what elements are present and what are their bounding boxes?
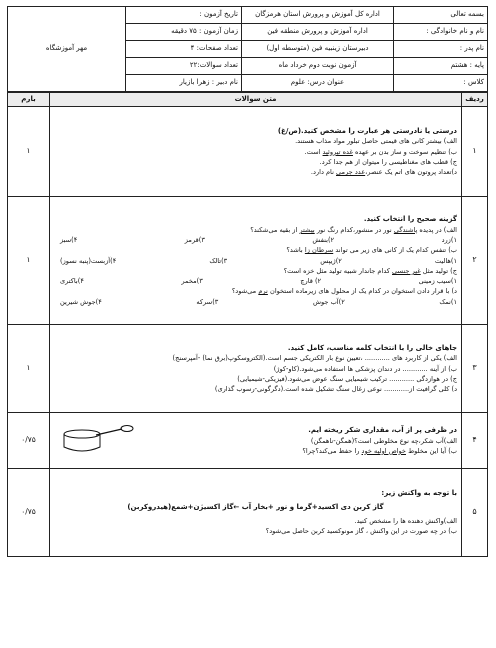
question-score: ۱ xyxy=(8,107,50,197)
question-5 xyxy=(8,469,488,557)
question-title: جاهای خالی را با انتخاب کلمه مناسب، کامل کنید. xyxy=(287,343,457,352)
sugar-bowl-illustration xyxy=(60,425,140,455)
class-label: کلاس : xyxy=(394,75,488,92)
blank-b: ب) از آینه ............ در دندان پزشکی ها استفاده می‌شود.(کاو-کوژ) xyxy=(273,364,457,373)
bowl-spoon-icon xyxy=(60,425,140,455)
options-c xyxy=(54,276,457,286)
school-stamp: مهر آموزشگاه xyxy=(8,7,126,92)
col-row-header: ردیف xyxy=(462,93,488,107)
option[interactable]: ۳)قرمز xyxy=(184,236,205,245)
question-number: ۲ xyxy=(462,197,488,325)
exam-sheet xyxy=(8,6,488,557)
question-body xyxy=(50,197,462,325)
question-number: ۵ xyxy=(462,469,488,557)
question-title: گزینه صحیح را انتخاب کنید. xyxy=(363,215,457,224)
option[interactable]: ۱)زرد xyxy=(441,236,457,245)
question-number: ۴ xyxy=(462,413,488,469)
option[interactable]: ۱)نمک xyxy=(439,297,457,306)
exam-date-label: تاریخ آزمون : xyxy=(126,7,242,24)
options-a xyxy=(54,235,457,245)
option[interactable]: ۴)آزبست(پنبه نسوز) xyxy=(60,256,117,265)
student-name-label: نام و نام خانوادگی : xyxy=(394,24,488,41)
father-name-label: نام پدر : xyxy=(394,41,488,58)
exam-header-table xyxy=(7,6,488,92)
options-b xyxy=(54,256,457,266)
option[interactable]: ۴)باکتری xyxy=(60,277,84,286)
course-title: عنوان درس: علوم xyxy=(242,75,394,92)
option[interactable]: ۱)سیب زمینی xyxy=(418,277,457,286)
item-b: ب) تنفس کدام یک از کانی های زیر می تواند سرطان زا باشد؟ xyxy=(286,246,457,255)
question-score: ۱ xyxy=(8,325,50,413)
options-d xyxy=(54,297,457,307)
question-score: ۰/۷۵ xyxy=(8,413,50,469)
statement-b: ب) تنظیم سوخت و ساز بدن بر عهده غده تیروئید است. xyxy=(304,147,457,156)
option[interactable]: ۱)هالیت xyxy=(434,256,457,265)
question-title: در ظرفی پر از آب، مقداری شکر ریخته ایم. xyxy=(308,425,457,434)
bismillah: بسمه تعالی xyxy=(394,7,488,24)
statement-a: الف) بیشتر کانی های قیمتی حاصل تبلور مواد مذاب هستند. xyxy=(295,137,457,146)
option[interactable]: ۳)مخمر xyxy=(181,277,203,286)
statement-c: ج) قطب های مغناطیسی را میتوان از هم جدا کرد. xyxy=(319,157,457,166)
option[interactable]: ۲)بنفش xyxy=(312,236,335,245)
questions-table xyxy=(7,92,488,557)
blank-d: د) کلی گرافیت از............ نوعی زغال سنگ تشکیل شده است.(دگرگونی-رسوب گذاری) xyxy=(214,385,457,394)
option[interactable]: ۴)جوش شیرین xyxy=(60,297,102,306)
org-region: اداره آموزش و پرورش منطقه فین xyxy=(242,24,394,41)
option[interactable]: ۲)ژیپس xyxy=(320,256,342,265)
blank-a: الف) یکی از کاربرد های ............ ،تعیین نوع بار الکتریکی جسم است.(الکتروسکوپ(برق نما) -آمپرسنج) xyxy=(172,354,457,363)
item-b: ب) آیا این مخلوط خواص اولیه خود را حفظ می‌کند؟چرا؟ xyxy=(302,446,457,455)
question-body xyxy=(50,469,462,557)
reaction-equation: گاز کربن دی اکسید+گرما و نور +بخار آب ←گاز اکسیژن+شمع(هیدروکربن) xyxy=(127,503,384,512)
question-number: ۳ xyxy=(462,325,488,413)
option[interactable]: ۲) قارچ xyxy=(300,277,322,286)
item-c: ج) تولید مثل غیر جنسی کدام جاندار شبیه تولید مثل خزه است؟ xyxy=(283,266,457,275)
question-4 xyxy=(8,413,488,469)
item-b: ب) در چه صورت در این واکنش ، گاز مونوکسید کربن حاصل می‌شود؟ xyxy=(265,527,457,536)
page-count: تعداد صفحات: ۴ xyxy=(126,41,242,58)
statement-d: د)تعداد پروتون های اتم یک عنصر،عدد جرمی نام دارد. xyxy=(310,168,457,177)
grade-label: پایه : هشتم xyxy=(394,58,488,75)
question-number: ۱ xyxy=(462,107,488,197)
question-count: تعداد سوالات:۲۲ xyxy=(126,58,242,75)
option[interactable]: ۳)سرکه xyxy=(196,297,219,306)
item-a: الف) در پدیده پاشندگی نور در منشور،کدام رنگ نور بیشتر از بقیه می‌شکند؟ xyxy=(250,226,457,235)
question-2 xyxy=(8,197,488,325)
question-body xyxy=(50,107,462,197)
item-a: الف)آب شکر،چه نوع مخلوطی است؟(همگن-ناهمگن) xyxy=(310,436,457,445)
teacher-name: نام دبیر : زهرا بازیار xyxy=(126,75,242,92)
col-score-header: بارم xyxy=(8,93,50,107)
question-body xyxy=(50,325,462,413)
question-score: ۰/۷۵ xyxy=(8,469,50,557)
question-1 xyxy=(8,107,488,197)
blank-c: ج) در هوازدگی ............ ترکیب شیمیایی سنگ عوض می‌شود.(فیزیکی-شیمیایی) xyxy=(237,374,457,383)
question-title: درستی یا نادرستی هر عبارت را مشخص کنید.(ص/غ) xyxy=(277,126,457,135)
question-score: ۱ xyxy=(8,197,50,325)
org-main: اداره کل آموزش و پرورش استان هرمزگان xyxy=(242,7,394,24)
exam-title: آزمون نوبت دوم خرداد ماه xyxy=(242,58,394,75)
item-a: الف)واکنش دهنده ها را مشخص کنید. xyxy=(354,517,457,526)
item-d: د) با قرار دادن استخوان در کدام یک از محلول های زیرماده استخوان نرم می‌شود؟ xyxy=(231,287,457,296)
question-body xyxy=(50,413,462,469)
option[interactable]: ۴)سبز xyxy=(60,236,78,245)
col-text-header: متن سوالات xyxy=(50,93,462,107)
question-title: با توجه به واکنش زیر: xyxy=(381,489,457,498)
exam-duration: زمان آزمون : ۷۵ دقیقه xyxy=(126,24,242,41)
option[interactable]: ۲)آب جوش xyxy=(312,297,345,306)
question-3 xyxy=(8,325,488,413)
option[interactable]: ۳)تالک xyxy=(209,256,228,265)
school-name: دبیرستان زینبیه فین (متوسطه اول) xyxy=(242,41,394,58)
